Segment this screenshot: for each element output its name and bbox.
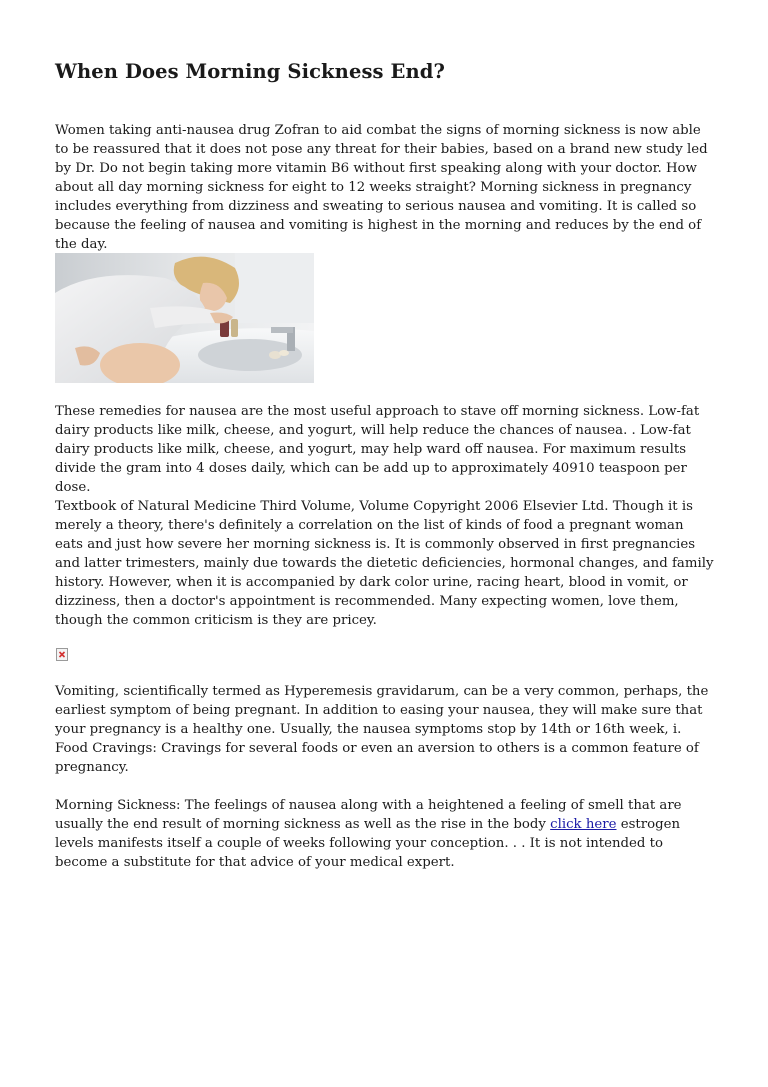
pregnant-woman-photo [55,253,314,383]
paragraph-remedies: These remedies for nausea are the most useful approach to stave off morning sickness. Low-fat dairy products like milk, cheese, and yogurt, will help reduce the chances of nausea. . Low-fat dairy products like milk, cheese, and yogurt, may help ward off nausea. For maximum results divide the gram into 4 doses daily, which can be add up to approximately 40910 teaspoon per dose. [55,404,700,495]
paragraph-textbook: Textbook of Natural Medicine Third Volume, Volume Copyright 2006 Elsevier Ltd. Though it is merely a theory, there's definitely a correlation on the list of kinds of food a pregnant woman eats and just how severe her morning sickness is. It is commonly observed in first pregnancies and latter trimesters, mainly due towards the dietetic deficiencies, hormonal changes, and family history. However, when it is accompanied by dark color urine, racing heart, blood in vomit, or dizziness, then a doctor's appointment is recommended. Many expecting women, love them, though the common criticism is they are pricey. [55,499,714,628]
paragraph-intro: Women taking anti-nausea drug Zofran to aid combat the signs of morning sickness is now able to be reassured that it does not pose any threat for their babies, based on a brand new study led by Dr. Do not begin taking more vitamin B6 without first speaking along with your doctor. How about all day morning sickness for eight to 12 weeks straight? Morning sickness in pregnancy includes everything from dizziness and sweating to serious nausea and vomiting. It is called so because the feeling of nausea and vomiting is highest in the morning and reduces by the end of the day. [55,123,708,252]
page-title: When Does Morning Sickness End? [55,60,445,83]
paragraph-morning-sickness [55,796,715,872]
broken-image-icon [56,648,68,661]
paragraph-vomiting: Vomiting, scientifically termed as Hyperemesis gravidarum, can be a very common, perhaps, the earliest symptom of being pregnant. In addition to easing your nausea, they will make sure that your pregnancy is a healthy one. Usually, the nausea symptoms stop by 14th or 16th week, i. Food Cravings: Cravings for several foods or even an aversion to others is a common feature of pregnancy. [55,684,709,775]
paragraph-text-after-link: estrogen levels manifests itself a couple of weeks following your conception. . . It is not intended to become a substitute for that advice of your medical expert. [55,817,681,870]
click-here-link[interactable]: click here [550,817,617,832]
paragraph-text-before-link: Morning Sickness: The feelings of nausea along with a heightened a feeling of smell that are usually the end result of morning sickness as well as the rise in the body [55,798,682,832]
